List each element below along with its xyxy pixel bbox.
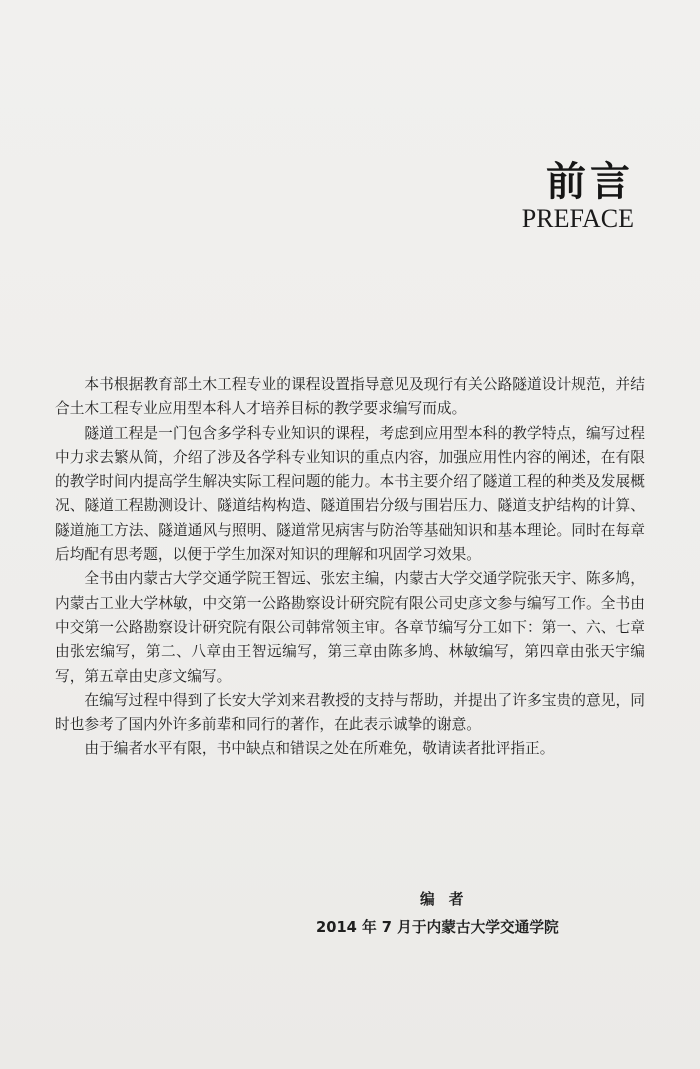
paragraph: 由于编者水平有限，书中缺点和错误之处在所难免，敬请读者批评指正。	[84, 740, 555, 758]
paragraph: 本书根据教育部土木工程专业的课程设置指导意见及现行有关公路隧道设计规范，并结合土木工程专业应用型本科人才培养目标的教学要求编写而成。	[55, 376, 645, 418]
preface-body	[55, 373, 645, 762]
paragraph: 隧道工程是一门包含多学科专业知识的课程，考虑到应用型本科的教学特点，编写过程中力求去繁从简，介绍了涉及各学科专业知识的重点内容，加强应用性内容的阐述，在有限的教学时间内提高学生解决实际工程问题的能力。本书主要介绍了隧道工程的种类及发展概况、隧道工程勘测设计、隧道结构构造、隧道围岩分级与围岩压力、隧道支护结构的计算、隧道施工方法、隧道通风与照明、隧道常见病害与防治等基础知识和基本理论。同时在每章后均配有思考题，以便于学生加深对知识的理解和巩固学习效果。	[55, 424, 645, 564]
paragraph: 在编写过程中得到了长安大学刘来君教授的支持与帮助，并提出了许多宝贵的意见，同时也参考了国内外许多前辈和同行的著作，在此表示诚挚的谢意。	[55, 691, 645, 734]
page-subtitle: PREFACE	[521, 204, 634, 233]
paragraph: 全书由内蒙古大学交通学院王智远、张宏主编，内蒙古大学交通学院张天宇、陈多鸠，内蒙古工业大学林敏，中交第一公路勘察设计研究院有限公司史彦文参与编写工作。全书由中交第一公路勘察设计研究院有限公司韩常领主审。各章节编写分工如下：第一、六、七章由张宏编写，第二、八章由王智远编写，第三章由陈多鸠、林敏编写，第四章由张天宇编写，第五章由史彦文编写。	[55, 570, 645, 685]
preface-heading	[522, 158, 634, 234]
signature-date: 2014 年 7 月于内蒙古大学交通学院	[316, 919, 559, 936]
page-title: 前言	[546, 159, 634, 205]
editor-label: 编者	[420, 891, 478, 908]
